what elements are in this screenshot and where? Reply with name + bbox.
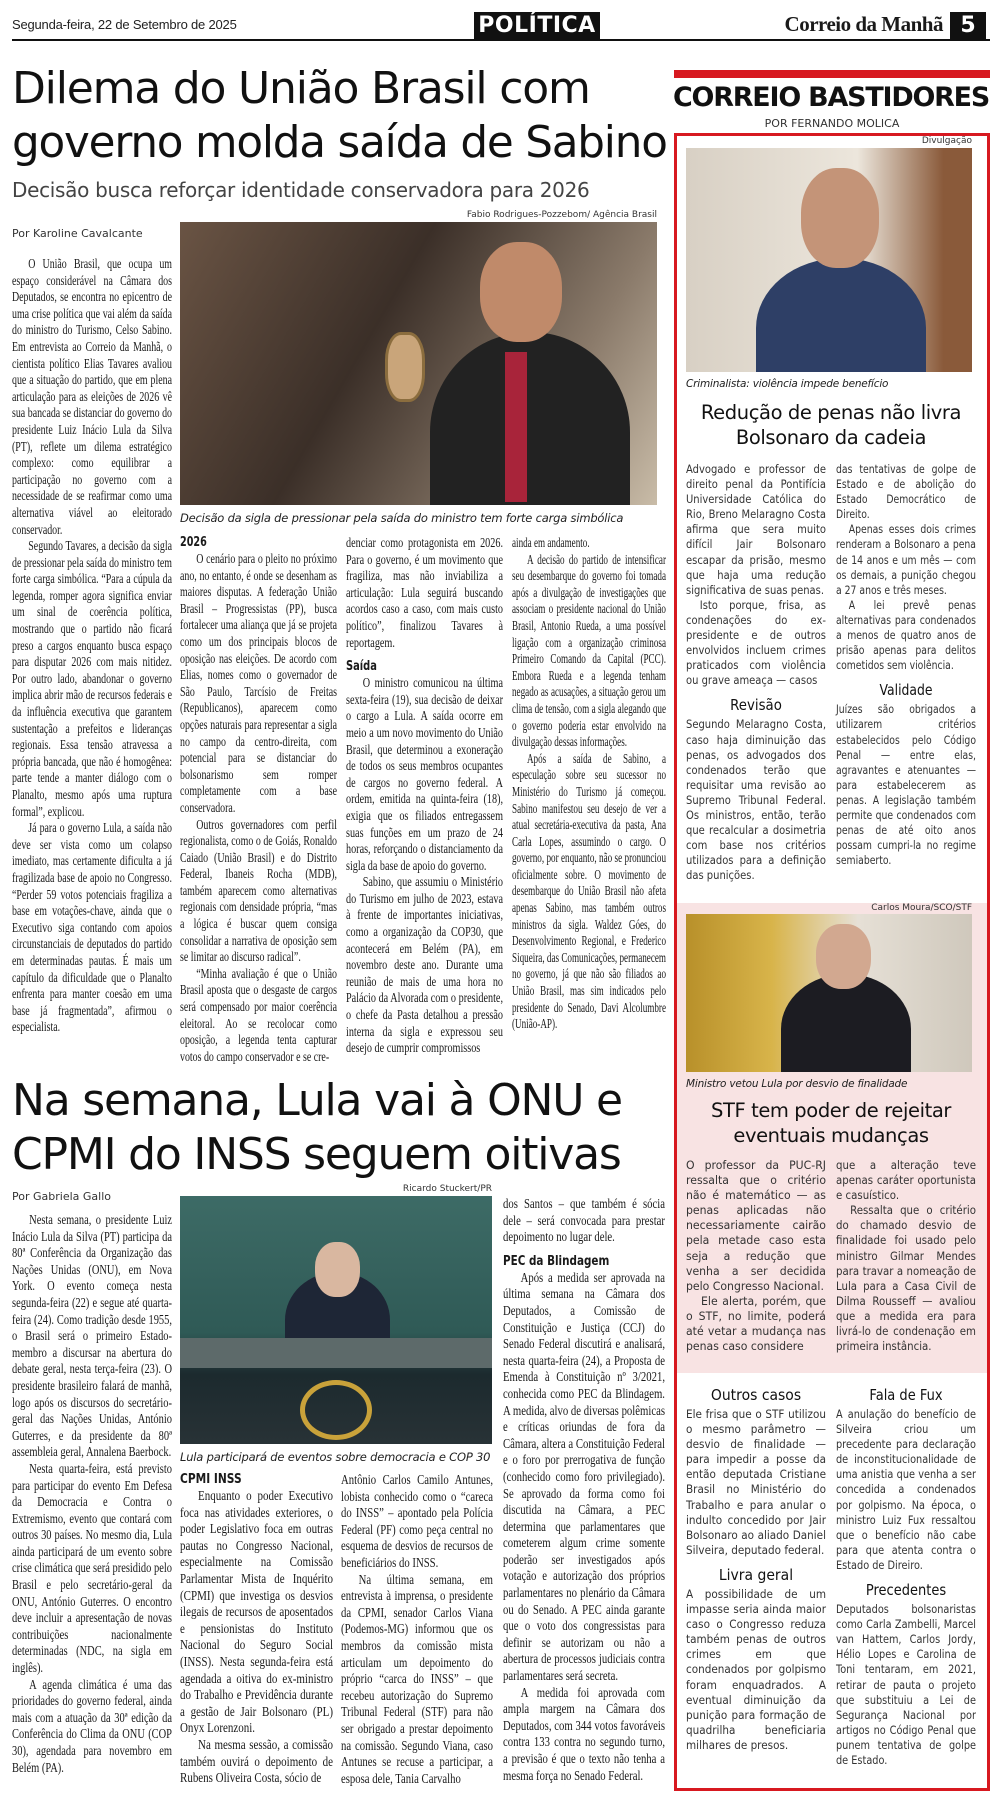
sidebar-headline-2 bbox=[686, 1098, 976, 1148]
headline-line: Redução de penas não livra bbox=[700, 401, 962, 424]
paragraph: Outros governadores com perfil regionalista, como o de Goiás, Ronaldo Caiado (União Brasil) e do Distrito Federal, Ibaneis Rocha (MDB), também aparecem como alternativas regionais com densidade própria, “mas a lógica é buscar quem consiga consolidar a narrativa de oposição sem se limitar ao discurso radical”. bbox=[180, 816, 337, 965]
paragraph: Ressalta que o critério do chamado desvio de finalidade foi usado pelo ministro Gilmar Mendes para travar a nomeação de Lula para a Casa Civil de Dilma Rousseff — avaliou que a medida era para livrá-lo de condenação em primeira instância. bbox=[836, 1203, 976, 1354]
photo-credit: Divulgação bbox=[921, 136, 972, 146]
paragraph: ainda em andamento. bbox=[512, 535, 590, 550]
article1-caption-row bbox=[180, 511, 657, 525]
sidebar-caption-1: Criminalista: violência impede benefício bbox=[686, 378, 889, 390]
headline-line: Na semana, Lula vai à ONU e bbox=[12, 1075, 622, 1126]
sidebar-caption-2: Ministro vetou Lula por desvio de finalidade bbox=[686, 1078, 908, 1090]
sidebar-accent-bar bbox=[674, 70, 990, 78]
sidebar-s3-column-1 bbox=[686, 1386, 826, 1753]
paragraph: A medida foi aprovada com ampla margem na Câmara dos Deputados, com 344 votos favoráveis contra 133 contra no segundo turno, a previsão é que o texto não tenha a mesma força no Senado Federal. bbox=[503, 1684, 665, 1783]
paragraph: A possibilidade de um impasse seria ainda maior caso o Congresso reduza também penas de outros crimes em que condenados por golpismo foram enquadrados. A eventual diminuição da punição para formação de quadrilha beneficiaria milhares de presos. bbox=[686, 1586, 826, 1752]
article1-caption: Decisão da sigla de pressionar pela saída do ministro tem forte carga simbólica bbox=[180, 511, 624, 525]
headline-line: governo molda saída de Sabino bbox=[12, 117, 667, 168]
sidebar-s2-column-1 bbox=[686, 1158, 826, 1354]
paragraph: Ele frisa que o STF utilizou o mesmo parâmetro — desvio de finalidade — para impedir a posse da então deputada Cristiane Brasil no Ministério do Trabalho e para anular o indulto concedido por Jair Bolsonaro ao aliado Daniel Silveira, deputado federal. bbox=[686, 1407, 826, 1557]
subheading: Validade bbox=[879, 681, 933, 700]
sidebar-byline: POR FERNANDO MOLICA bbox=[764, 117, 900, 130]
paragraph: Apenas esses dois crimes renderam a Bolsonaro a pena de 14 anos e um mês — com os demais, a punição chegou a 27 anos e três meses. bbox=[836, 522, 976, 597]
photo-figure-face bbox=[801, 168, 879, 268]
sidebar-headline-1 bbox=[686, 400, 976, 450]
paragraph: denciar como protagonista em 2026. Para o governo, é um movimento que fragiliza, mas não inviabiliza a articulação: Lula seguirá buscando acordos caso a caso, com mais custo político”, finalizou Tavares à reportagem. bbox=[346, 535, 503, 650]
page-number: 5 bbox=[950, 12, 986, 40]
article1-column-1 bbox=[12, 256, 172, 1036]
photo-figure-face bbox=[315, 1242, 360, 1297]
paragraph: A agenda climática é uma das prioridades do governo federal, ainda mais com a atuação da 30ª edição da Conferência do Clima da ONU (COP 30), agendada para novembro em Belém (PA). bbox=[12, 1676, 172, 1775]
paragraph: O professor da PUC-RJ ressalta que o critério não é matemático — as penas aplicadas não necessariamente cairão pela metade caso esta seja a redução que venha a ser decidida pelo Congresso Nacional. bbox=[686, 1158, 826, 1293]
article1-column-4 bbox=[512, 535, 666, 1033]
paragraph: Sabino, que assumiu o Ministério do Turismo em julho de 2023, estava à frente de importantes iniciativas, como a organização da COP30, que acontecerá em Belém (PA), em novembro deste ano. Durante uma reunião de mais de uma hora no Palácio da Alvorada com o presidente, o chefe da Pasta detalhou a pressão interna da sigla e expressou seu desejo de cumprir compromissos bbox=[346, 874, 503, 1056]
photo-credit: Fabio Rodrigues-Pozzebom/ Agência Brasil bbox=[466, 210, 657, 220]
paragraph: Isto porque, frisa, as condenações do ex-presidente e de outros envolvidos incluem crimes praticados com violência ou grave ameaça — casos bbox=[686, 597, 826, 688]
article2-headline bbox=[12, 1074, 667, 1182]
article2-byline: Por Gabriela Gallo bbox=[12, 1190, 111, 1203]
headline-line: Dilema do União Brasil com bbox=[12, 63, 590, 114]
paragraph: Nesta quarta-feira, está previsto para participar do evento Em Defesa da Democracia e Contra o Extremismo, evento que contará com outros 30 países. No mesmo dia, Lula ainda participará de um evento sobre crise climática que será presidido pelo Brasil e pelo secretário-geral da ONU, António Guterres. O encontro deve incluir a apresentação de novas contribuições nacionalmente determinadas (NDC, na sigla em inglês). bbox=[12, 1460, 172, 1676]
subheading: Precedentes bbox=[865, 1581, 947, 1600]
sidebar-s1-column-1 bbox=[686, 462, 826, 883]
subheading: CPMI INSS bbox=[180, 1472, 242, 1487]
sidebar-s1-column-2 bbox=[836, 462, 976, 868]
paragraph: “Minha avaliação é que o União Brasil aposta que o desgaste de cargos será compensado por maior coerência eleitoral. Ao se recolocar como oposição, a legenda tenta capturar votos do campo conservador e se cre- bbox=[180, 965, 337, 1064]
paragraph: Enquanto o poder Executivo foca nas atividades exteriores, o poder Legislativo foca em outras pautas no Congresso Nacional, especialmente na Comissão Parlamentar Mista de Inquérito (CPMI) que investiga os desvios ilegais de recursos de aposentados e pensionistas do Instituto Nacional do Seguro Social (INSS). Nesta segunda-feira está agendada a oitiva do ex-ministro do Trabalho e Previdência durante a gestão de Jair Bolsonaro (PL) Onyx Lorenzoni. bbox=[180, 1488, 333, 1736]
podium bbox=[180, 1338, 492, 1368]
photo-figure-face bbox=[816, 924, 871, 989]
newspaper-logo: Correio da Manhã bbox=[784, 12, 943, 36]
paragraph: A lei prevê penas alternativas para condenados a menos de quatro anos de prisão apenas para delitos cometidos sem violência. bbox=[836, 597, 976, 673]
paragraph: O União Brasil, que ocupa um espaço considerável na Câmara dos Deputados, se encontra no epicentro de uma crise política que vai além da saída do ministro do Turismo, Celso Sabino. Em entrevista ao Correio da Manhã, o cientista político Elias Tavares avaliou que a situação do partido, que em plena articulação para as eleições de 2026 vê sua bancada se distanciar do governo do presidente Luiz Inácio Lula da Silva (PT), reflete um dilema estratégico complexo: como equilibrar a participação no governo com a necessidade de se reafirmar como uma alternativa viável ao eleitorado conservador. bbox=[12, 256, 172, 537]
paragraph: Segundo Tavares, a decisão da sigla de pressionar pela saída do ministro tem forte carga simbólica. “Para a cúpula da legenda, romper agora significa enviar um sinal de coerência política, mostrando que o partido não ficará preso a cargos enquanto busca espaço para disputar 2026 com mais nitidez. Por outro lado, abandonar o governo implica abrir mão de recursos federais e da influência executiva que garantem sustentação a prefeitos e lideranças regionais. Essa tensão atravessa a própria bancada, que não é homogênea: parte tende a manter diálogo com o Planalto, mesmo após uma ruptura formal”, explicou. bbox=[12, 538, 172, 819]
sidebar-photo-1 bbox=[686, 148, 972, 372]
photo-figure-tie bbox=[505, 352, 527, 502]
paragraph: Juízes são obrigados a utilizarem critérios estabelecidos pelo Código Penal — entre elas, agravantes e atenuantes — para estabelecerem as penas. A legislação também permite que condenados com penas de até oito anos possam cumpri-la no regime semiaberto. bbox=[836, 702, 976, 868]
sidebar-photo-2 bbox=[686, 914, 972, 1072]
paragraph: dos Santos – que também é sócia dele – será convocada para prestar depoimento no lugar dele. bbox=[503, 1196, 665, 1245]
paragraph: Ele alerta, porém, que o STF, no limite, poderá até vetar a mudança nas penas caso considere bbox=[686, 1293, 826, 1354]
sidebar-title: CORREIO BASTIDORES bbox=[673, 82, 990, 113]
subheading: Revisão bbox=[730, 696, 782, 715]
paragraph: Já para o governo Lula, a saída não deve ser vista como um colapso imediato, mas certamente dificulta a já fragilizada base de apoio no Congresso. “Perder 59 votos potenciais fragiliza a base em votações-chave, ainda que o Executivo siga contando com apoios circunstanciais de deputados do partido em determinadas pautas. É mais um capítulo da dificuldade que o Planalto enfrenta para manter coesão em uma base já fragmentada”, afirmou o especialista. bbox=[12, 820, 172, 1035]
headline-line: CPMI do INSS seguem oitivas bbox=[12, 1129, 621, 1180]
sidebar-caption-1-row bbox=[686, 378, 972, 390]
headline-line: STF tem poder de rejeitar bbox=[710, 1099, 952, 1122]
article2-photo bbox=[180, 1196, 492, 1444]
headline-line: Bolsonaro da cadeia bbox=[735, 426, 927, 449]
subheading: 2026 bbox=[180, 535, 207, 550]
paragraph: Após a saída de Sabino, a especulação sobre seu sucessor no Ministério do Turismo já começou. Sabino manifestou seu desejo de ver a atual secretária-executiva da pasta, Ana Carla Lopes, assumindo o cargo. O governo, por enquanto, não se pronunciou oficialmente sobre. O movimento de desembarque do União Brasil não afeta apenas Sabino, mas também outros ministros da sigla. Waldez Góes, do Desenvolvimento Regional, e Frederico Siqueira, das Comunicações, permanecem no governo, já que não são filiados ao União Brasil, mas sim indicados pelo presidente do Senado, Davi Alcolumbre (União-AP). bbox=[512, 750, 666, 1032]
paragraph: Segundo Melaragno Costa, caso haja diminuição das penas, os advogados dos condenados terão que requisitar uma revisão ao Supremo Tribunal Federal. Os ministros, então, terão que recalcular a dosimetria com base nos critérios utilizados para a definição das punições. bbox=[686, 717, 826, 883]
article2-caption: Lula participará de eventos sobre democracia e COP 30 bbox=[180, 1450, 491, 1464]
photo-figure-face bbox=[480, 242, 562, 342]
photo-figure-suit bbox=[430, 332, 630, 505]
paragraph: Antônio Carlos Camilo Antunes, lobista conhecido como o “careca do INSS” – apontado pela Polícia Federal (PF) como peça central no esquema de desvios de recursos de beneficiários do INSS. bbox=[341, 1472, 493, 1570]
paragraph: Deputados bolsonaristas como Carla Zambelli, Marcel van Hattem, Carlos Jordy, Hélio Lopes e Carolina de Toni tentaram, em 2021, retirar de pauta o projeto que substituiu a Lei de Segurança Nacional por artigos no Código Penal que punem tentativa de golpe de Estado. bbox=[836, 1602, 976, 1767]
paragraph: Na mesma sessão, a comissão também ouvirá o depoimento de Rubens Oliveira Costa, sócio de bbox=[180, 1736, 333, 1786]
sidebar-caption-2-row bbox=[686, 1078, 972, 1090]
paragraph: Nesta semana, o presidente Luiz Inácio Lula da Silva (PT) participa da 80ª Conferência da Organização das Nações Unidas (ONU), em Nova York. O evento começa nesta segunda-feira (22) e segue até quarta-feira (24). Como tradição desde 1955, o Brasil será o primeiro Estado-membro a discursar na abertura do debate geral, nesta terça-feira (23). O presidente brasileiro falará de manhã, logo após os discursos do secretário-geral das Nações Unidas, António Guterres, e da presidente da 80ª assembleia geral, Annalena Baerbock. bbox=[12, 1212, 172, 1460]
article1-column-2 bbox=[180, 535, 337, 1065]
microphone-icon bbox=[385, 332, 425, 402]
paragraph: O cenário para o pleito no próximo ano, no entanto, é onde se desenham as maiores disputas. A federação União Brasil – Progressistas (PP), busca fortalecer uma aliança que já se projeta como um dos principais blocos de oposição nas eleições. De acordo com Elias, nomes como o governador de São Paulo, Tarcísio de Freitas (Republicanos), aparecem como opções naturais para representar a sigla no campo da centro-direita, com potencial para se distanciar do bolsonarismo sem romper completamente com a base conservadora. bbox=[180, 551, 337, 815]
photo-credit: Carlos Moura/SCO/STF bbox=[871, 903, 972, 913]
headline-line: eventuais mudanças bbox=[733, 1124, 929, 1147]
article1-subtitle: Decisão busca reforçar identidade conservadora para 2026 bbox=[12, 178, 590, 202]
sidebar-s3-column-2 bbox=[836, 1386, 976, 1768]
subheading: Livra geral bbox=[718, 1565, 794, 1584]
paragraph: Na última semana, em entrevista à imprensa, o presidente da CPMI, senador Carlos Viana (Podemos-MG) informou que os membros da comissão mista articulam um depoimento do próprio “carca do INSS” – que recebeu autorização do Supremo Tribunal Federal (STF) para não ser obrigado a prestar depoimento na comissão. Segundo Viana, caso Antunes se recuse a participar, a esposa dele, Tania Carvalho bbox=[341, 1571, 493, 1786]
paragraph: O ministro comunicou na última sexta-feira (19), sua decisão de deixar o cargo a Lula. A saída ocorre em meio a um novo movimento do União Brasil, que determinou a exoneração de todos os seus membros ocupantes de cargos no governo federal. A ordem, emitida na quinta-feira (18), exigia que os filiados entregassem suas funções em um prazo de 24 horas, reforçando o distanciamento da sigla da base de apoio do governo. bbox=[346, 675, 503, 873]
subheading: Saída bbox=[346, 659, 377, 675]
article2-caption-row bbox=[180, 1450, 492, 1464]
subheading: Outros casos bbox=[710, 1386, 802, 1404]
header-divider bbox=[12, 39, 990, 41]
article1-photo bbox=[180, 222, 657, 505]
article1-column-3 bbox=[346, 535, 503, 1057]
subheading: PEC da Blindagem bbox=[503, 1253, 610, 1269]
paragraph: A anulação do benefício de Silveira criou um precedente para declaração de inconstitucionalidade de uma anistia que venha a ser concedida a condenados por golpismo. Na época, o ministro Luiz Fux ressaltou que o benefício não cabe para que atenta contra o Estado de Direiro. bbox=[836, 1407, 976, 1572]
article1-byline: Por Karoline Cavalcante bbox=[12, 227, 143, 240]
photo-credit: Ricardo Stuckert/PR bbox=[402, 1184, 492, 1194]
article1-subtitle-row bbox=[12, 178, 667, 202]
article2-column-2 bbox=[180, 1472, 333, 1787]
paragraph: das tentativas de golpe de Estado e de abolição do Estado Democrático de Direito. bbox=[836, 462, 976, 522]
article2-column-4 bbox=[503, 1196, 665, 1784]
article2-column-1 bbox=[12, 1212, 172, 1776]
photo-figure-suit bbox=[756, 258, 926, 372]
section-label: POLÍTICA bbox=[474, 12, 600, 40]
article1-headline bbox=[12, 62, 667, 170]
paragraph: Após a medida ser aprovada na última semana na Câmara dos Deputados, a Comissão de Constituição e Justiça (CCJ) do Senado Federal discutirá e analisará, nesta quarta-feira (24), a Proposta de Emenda à Constituição nº 3/2021, conhecida como PEC da Blindagem. A medida, alvo de diversas polêmicas e críticas oriundas de fora da Câmara, altera a Constituição Federal e o foro por prerrogativa de função (conhecido como foro privilegiado). Se aprovado da forma como foi discutida na Câmara, a PEC determina que parlamentares que cometerem algum crime somente poderão ser investigados após votação e autorização dos próprios parlamentares no plenário da Câmara ou do Senado. A PEC ainda garante que o voto dos congressistas para definir se autorizam ou não a abertura de processos judiciais contra parlamentares será secreta. bbox=[503, 1269, 665, 1684]
issue-date: Segunda-feira, 22 de Setembro de 2025 bbox=[12, 17, 237, 32]
un-emblem-icon bbox=[300, 1380, 372, 1440]
sidebar-s2-column-2 bbox=[836, 1158, 976, 1354]
subheading: Fala de Fux bbox=[869, 1386, 943, 1404]
article2-column-3 bbox=[341, 1472, 493, 1787]
sidebar-title-row bbox=[674, 82, 990, 113]
paragraph: que a alteração teve apenas caráter oportunista e casuístico. bbox=[836, 1158, 976, 1203]
paragraph: A decisão do partido de intensificar seu desembarque do governo foi tomada após a divulgação de investigações que associam o presidente nacional do União Brasil, Antonio Rueda, a uma possível ligação com a organização criminosa Primeiro Comando da Capital (PCC). Embora Rueda e a legenda tenham negado as acusações, a situação gerou um clima de tensão, com a sigla alegando que o governo poderia estar envolvido na divulgação dessas informações. bbox=[512, 551, 666, 750]
paragraph: Advogado e professor de direito penal da Pontifícia Universidade Católica do Rio, Breno Melaragno Costa afirma que sera muito difícil Jair Bolsonaro escapar da prisão, mesmo que haja uma redução significativa de suas penas. bbox=[686, 462, 826, 597]
